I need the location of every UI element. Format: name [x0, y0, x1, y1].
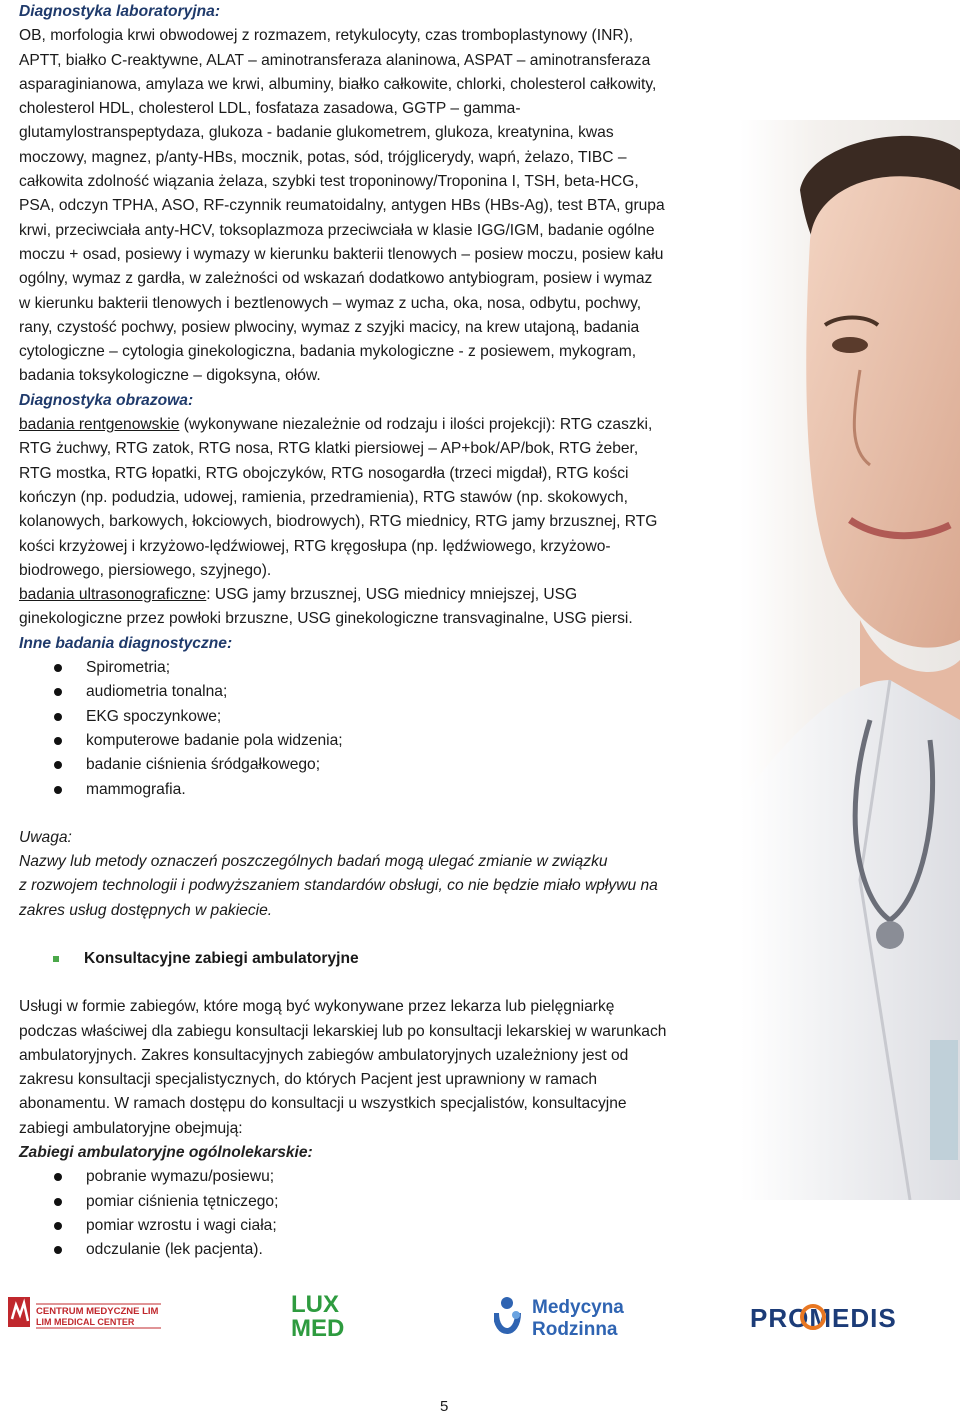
lab-line: moczu + osad, posiewy i wymazy w kierunku bakterii tlenowych – posiew moczu, posiew kału	[19, 245, 664, 263]
other-list	[19, 656, 729, 802]
imaging-xray-paragraph	[19, 413, 729, 583]
cm-line1: CENTRUM MEDYCZNE LIM	[36, 1306, 159, 1317]
lab-line: asparaginianowa, amylaza we krwi, albuminy, białko całkowite, chlorki, cholesterol całkowity,	[19, 75, 657, 93]
lab-line: OB, morfologia krwi obwodowej z rozmazem, retykulocyty, czas tromboplastynowy (INR),	[19, 27, 634, 45]
square-bullet-icon	[53, 956, 59, 962]
gp-list	[19, 1165, 729, 1262]
lux-line1: LUX	[291, 1291, 339, 1318]
lab-paragraph	[19, 24, 729, 388]
lab-line: ogólny, wymaz z gardła, w zależności od wskazań dodatkowo antybiogram, posiew i wymaz	[19, 270, 653, 288]
lab-line: w kierunku bakterii tlenowych i beztlenowych – wymaz z ucha, oka, nosa, odbytu, pochwy,	[19, 294, 642, 312]
note-line: zakres usług dostępnych w pakiecie.	[19, 901, 273, 919]
lab-line: badania toksykologiczne – digoksyna, ołów.	[19, 367, 321, 385]
imaging-usg-paragraph	[19, 583, 729, 632]
list-item: pobranie wymazu/posiewu;	[19, 1165, 729, 1189]
lab-line: moczowy, magnez, p/anty-HBs, mocznik, potas, sód, trójglicerydy, wapń, żelazo, TIBC –	[19, 148, 627, 166]
list-item: audiometria tonalna;	[19, 680, 729, 704]
doctor-photo	[740, 120, 960, 1200]
lab-line: krwi, przeciwciała anty-HCV, toksoplazmoza przeciwciała w klasie IGG/IGM, badanie ogólne	[19, 221, 655, 239]
list-item: odczulanie (lek pacjenta).	[19, 1238, 729, 1262]
list-item: pomiar wzrostu i wagi ciała;	[19, 1214, 729, 1238]
xray-label: badania rentgenowskie	[19, 416, 180, 434]
imaging-line: ginekologiczne przez powłoki brzuszne, USG ginekologiczne transvaginalne, USG piersi.	[19, 610, 633, 628]
imaging-line: badania ultrasonograficzne: USG jamy brzusznej, USG miednicy mniejszej, USG	[19, 586, 578, 604]
note-line: Nazwy lub metody oznaczeń poszczególnych badań mogą ulegać zmianie w związku	[19, 853, 608, 871]
list-item: Spirometria;	[19, 656, 729, 680]
list-item: EKG spoczynkowe;	[19, 705, 729, 729]
lab-heading: Diagnostyka laboratoryjna:	[19, 3, 221, 20]
gp-heading: Zabiegi ambulatoryjne ogólnolekarskie:	[19, 1144, 313, 1162]
imaging-line: kończyn (np. podudzia, udowej, ramienia, przedramienia), RTG stawów (np. skokowych,	[19, 488, 629, 506]
consult-line: abonamentu. W ramach dostępu do konsultacji u wszystkich specjalistów, konsultacyjne	[19, 1095, 627, 1113]
promedis-text: PROMEDIS	[750, 1303, 897, 1333]
consult-line: podczas właściwej dla zabiegu konsultacji lekarskiej lub po konsultacji lekarskiej w warunkach	[19, 1022, 667, 1040]
cm-line2: LIM MEDICAL CENTER	[36, 1317, 135, 1327]
medycyna-rodzinna-logo	[494, 1293, 644, 1341]
list-item: pomiar ciśnienia tętniczego;	[19, 1190, 729, 1214]
list-item: komputerowe badanie pola widzenia;	[19, 729, 729, 753]
imaging-line: biodrowego, piersiowego, szyjnego).	[19, 561, 272, 579]
consult-line: Usługi w formie zabiegów, które mogą być wykonywane przez lekarza lub pielęgniarkę	[19, 998, 615, 1016]
consult-paragraph	[19, 995, 729, 1141]
imaging-line: RTG mostka, RTG łopatki, RTG obojczyków, RTG nosogardła (trzeci migdał), RTG kości	[19, 464, 629, 482]
list-item: mammografia.	[19, 778, 729, 802]
lab-line: rany, czystość pochwy, posiew plwociny, wymaz z szyjki macicy, na krew utajoną, badania	[19, 318, 640, 336]
note-paragraph	[19, 850, 729, 923]
lab-line: całkowita zdolność wiązania żelaza, szybki test troponinowy/Troponina I, TSH, beta-HCG,	[19, 173, 639, 191]
consult-line: zabiegi ambulatoryjne obejmują:	[19, 1119, 243, 1137]
imaging-line: RTG żuchwy, RTG zatok, RTG nosa, RTG klatki piersiowej – AP+bok/AP/bok, RTG żeber,	[19, 440, 639, 458]
consult-line: ambulatoryjnych. Zakres konsultacyjnych zabiegów ambulatoryjnych uzależniony jest od	[19, 1046, 629, 1064]
lab-line: PSA, odczyn TPHA, ASO, RF-czynnik reumatoidalny, antygen HBs (HBs-Ag), test BTA, grupa	[19, 197, 665, 215]
main-text-column	[19, 0, 729, 1263]
imaging-line: kości krzyżowej i krzyżowo-lędźwiowej, RTG kręgosłupa (np. lędźwiowego, krzyżowo-	[19, 537, 611, 555]
lab-line: cholesterol HDL, cholesterol LDL, fosfataza zasadowa, GGTP – gamma-	[19, 100, 521, 118]
imaging-line: kolanowych, barkowych, łokciowych, biodrowych), RTG miednicy, RTG jamy brzusznej, RTG	[19, 513, 658, 531]
rodzinna-line2: Rodzinna	[532, 1319, 618, 1340]
list-item: badanie ciśnienia śródgałkowego;	[19, 753, 729, 777]
luxmed-logo	[290, 1291, 360, 1341]
lab-line: glutamylostranspeptydaza, glukoza - badanie glukometrem, glukoza, kreatynina, kwas	[19, 124, 614, 142]
partner-logos	[0, 1285, 960, 1345]
usg-label: badania ultrasonograficzne	[19, 586, 207, 604]
lux-line2: MED	[291, 1315, 345, 1341]
page-number: 5	[440, 1398, 449, 1415]
imaging-line: badania rentgenowskie (wykonywane niezależnie od rodzaju i ilości projekcji): RTG czaszki,	[19, 416, 653, 434]
lab-line: APTT, białko C-reaktywne, ALAT – aminotransferaza alaninowa, ASPAT – aminotransferaza	[19, 51, 651, 69]
consult-heading: Konsultacyjne zabiegi ambulatoryjne	[19, 947, 729, 971]
rodzinna-line1: Medycyna	[532, 1297, 624, 1318]
consult-line: zakresu konsultacji specjalistycznych, do których Pacjent jest uprawniony w ramach	[19, 1071, 598, 1089]
centrum-medyczne-lim-logo	[6, 1291, 166, 1335]
promedis-logo	[750, 1301, 945, 1333]
other-heading: Inne badania diagnostyczne:	[19, 634, 233, 652]
imaging-heading: Diagnostyka obrazowa:	[19, 391, 194, 409]
lab-line: cytologiczne – cytologia ginekologiczna, badania mykologiczne - z posiewem, mykogram,	[19, 343, 637, 361]
note-line: z rozwojem technologii i podwyższaniem standardów obsługi, co nie będzie miało wpływu na	[19, 877, 658, 895]
note-label: Uwaga:	[19, 828, 72, 846]
